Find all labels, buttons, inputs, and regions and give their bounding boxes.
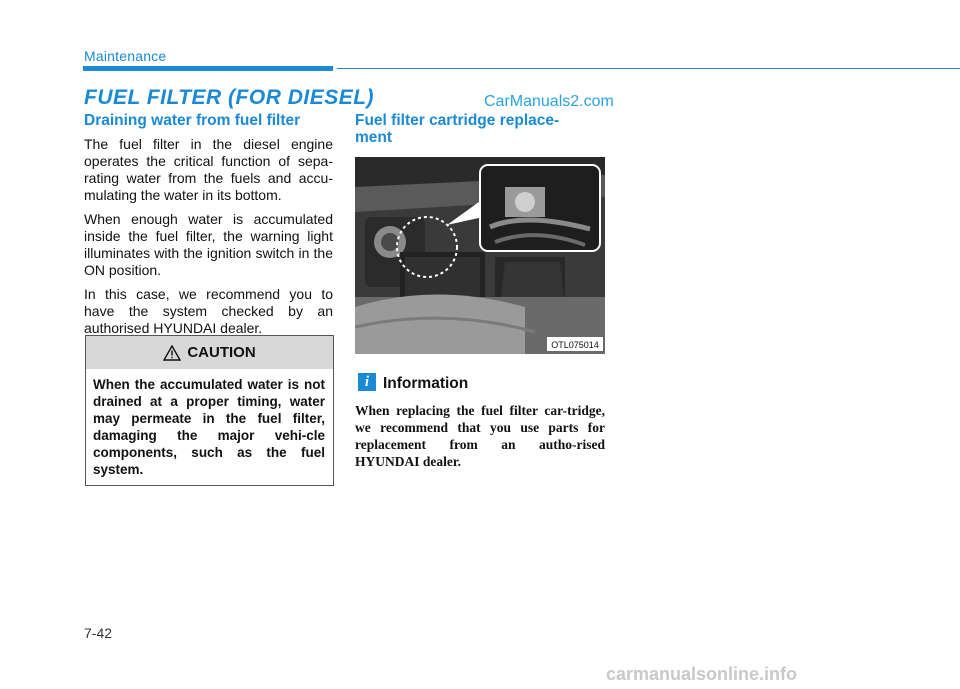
info-icon: i bbox=[358, 373, 376, 391]
warning-triangle-icon bbox=[163, 345, 181, 361]
caution-text: When the accumulated water is not drained at a proper timing, water may permeate in the fuel filter, damaging the major vehi-cle components, such as the fuel system. bbox=[93, 377, 325, 477]
footer-watermark[interactable]: carmanualsonline.info bbox=[606, 664, 798, 684]
caution-box bbox=[85, 335, 334, 486]
caution-header bbox=[86, 336, 333, 369]
page-title: FUEL FILTER (FOR DIESEL) bbox=[84, 86, 375, 109]
section-label: Maintenance bbox=[84, 48, 167, 64]
image-code-label: OTL075014 bbox=[551, 340, 599, 350]
header-rule-thick bbox=[83, 66, 333, 71]
drain-water-heading: Draining water from fuel filter bbox=[84, 112, 301, 129]
watermark-link[interactable]: CarManuals2.com bbox=[484, 93, 614, 110]
drain-water-text bbox=[84, 136, 333, 344]
engine-bay-illustration bbox=[355, 157, 605, 354]
cartridge-heading-line2: ment bbox=[355, 129, 393, 146]
engine-bay-photo bbox=[355, 157, 605, 354]
paragraph: When enough water is accumulated inside the fuel filter, the warning light illuminates with the ignition switch in the ON position. bbox=[84, 211, 333, 278]
header-rule-thin bbox=[337, 68, 960, 69]
info-title: Information bbox=[383, 375, 469, 392]
info-text: When replacing the fuel filter car-tridge, we recommend that you use parts for replacement from an autho-rised HYUNDAI dealer. bbox=[355, 403, 605, 469]
page-number: 7-42 bbox=[84, 625, 113, 641]
cartridge-heading-line1: Fuel filter cartridge replace- bbox=[355, 112, 560, 129]
paragraph: The fuel filter in the diesel engine operates the critical function of sepa-rating water from the fuels and accu-mulating the water in its bottom. bbox=[84, 136, 333, 203]
paragraph: In this case, we recommend you to have the system checked by an authorised HYUNDAI dealer. bbox=[84, 286, 333, 336]
caution-label: CAUTION bbox=[187, 344, 256, 361]
